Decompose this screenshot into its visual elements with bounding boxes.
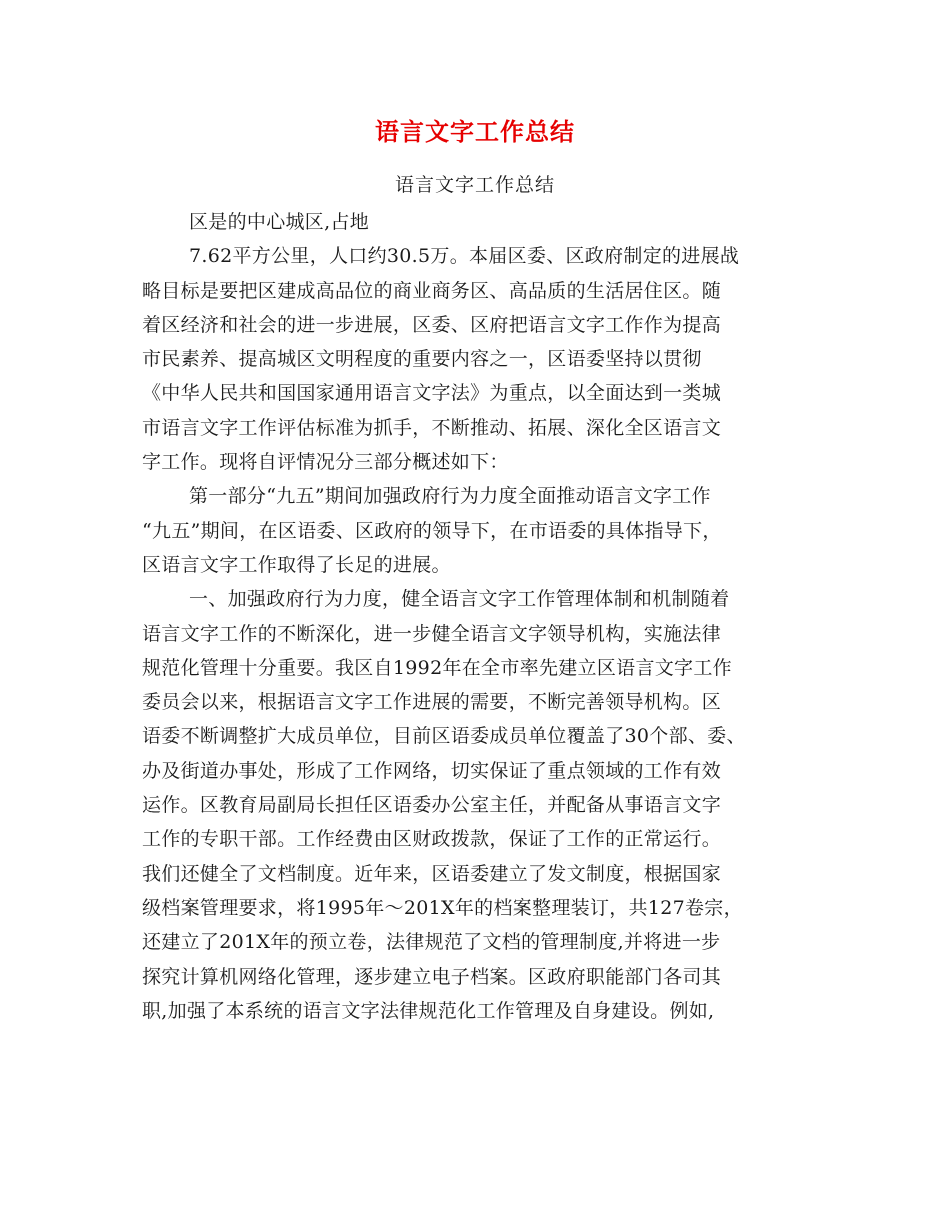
body-line: 略目标是要把区建成高品位的商业商务区、高品质的生活居住区。随 bbox=[142, 279, 722, 302]
body-line: 《中华人民共和国国家通用语言文字法》为重点，以全面达到一类城 bbox=[142, 382, 722, 405]
body-line: 级档案管理要求，将1995年～201X年的档案整理装订，共127卷宗， bbox=[142, 896, 743, 919]
body-line: 办及街道办事处，形成了工作网络，切实保证了重点领域的工作有效 bbox=[142, 759, 722, 782]
body-line: 第一部分“九五”期间加强政府行为力度全面推动语言文字工作 bbox=[189, 485, 711, 508]
body-line: 区语言文字工作取得了长足的进展。 bbox=[142, 553, 451, 576]
body-line: 区是的中心城区,占地 bbox=[189, 211, 370, 233]
body-line: “九五”期间，在区语委、区政府的领导下，在市语委的具体指导下， bbox=[142, 519, 722, 542]
body-line: 语委不断调整扩大成员单位，目前区语委成员单位覆盖了30个部、委、 bbox=[142, 725, 746, 748]
document-body bbox=[142, 205, 842, 1028]
body-line: 还建立了201X年的预立卷，法律规范了文档的管理制度,并将进一步 bbox=[142, 931, 721, 954]
body-line: 委员会以来，根据语言文字工作进展的需要，不断完善领导机构。区 bbox=[142, 691, 722, 714]
document-title: 语言文字工作总结 bbox=[375, 117, 575, 146]
body-line: 工作的专职干部。工作经费由区财政拨款，保证了工作的正常运行。 bbox=[142, 828, 722, 851]
body-line: 我们还健全了文档制度。近年来，区语委建立了发文制度，根据国家 bbox=[142, 862, 722, 885]
body-line: 7.62平方公里，人口约30.5万。本届区委、区政府制定的进展战 bbox=[189, 245, 740, 268]
body-line: 字工作。现将自评情况分三部分概述如下： bbox=[142, 451, 509, 474]
body-line: 规范化管理十分重要。我区自1992年在全市率先建立区语言文字工作 bbox=[142, 656, 732, 679]
body-line: 着区经济和社会的进一步进展，区委、区府把语言文字工作作为提高 bbox=[142, 313, 722, 336]
body-line: 运作。区教育局副局长担任区语委办公室主任，并配备从事语言文字 bbox=[142, 794, 722, 817]
body-line: 探究计算机网络化管理，逐步建立电子档案。区政府职能部门各司其 bbox=[142, 965, 722, 988]
body-line: 职,加强了本系统的语言文字法律规范化工作管理及自身建设。例如, bbox=[142, 999, 715, 1022]
document-subtitle: 语言文字工作总结 bbox=[394, 174, 555, 196]
body-line: 一、加强政府行为力度，健全语言文字工作管理体制和机制随着 bbox=[189, 588, 730, 611]
body-line: 语言文字工作的不断深化，进一步健全语言文字领导机构，实施法律 bbox=[142, 622, 722, 645]
body-line: 市语言文字工作评估标准为抓手，不断推动、拓展、深化全区语言文 bbox=[142, 416, 722, 439]
body-line: 市民素养、提高城区文明程度的重要内容之一，区语委坚持以贯彻 bbox=[142, 348, 702, 371]
